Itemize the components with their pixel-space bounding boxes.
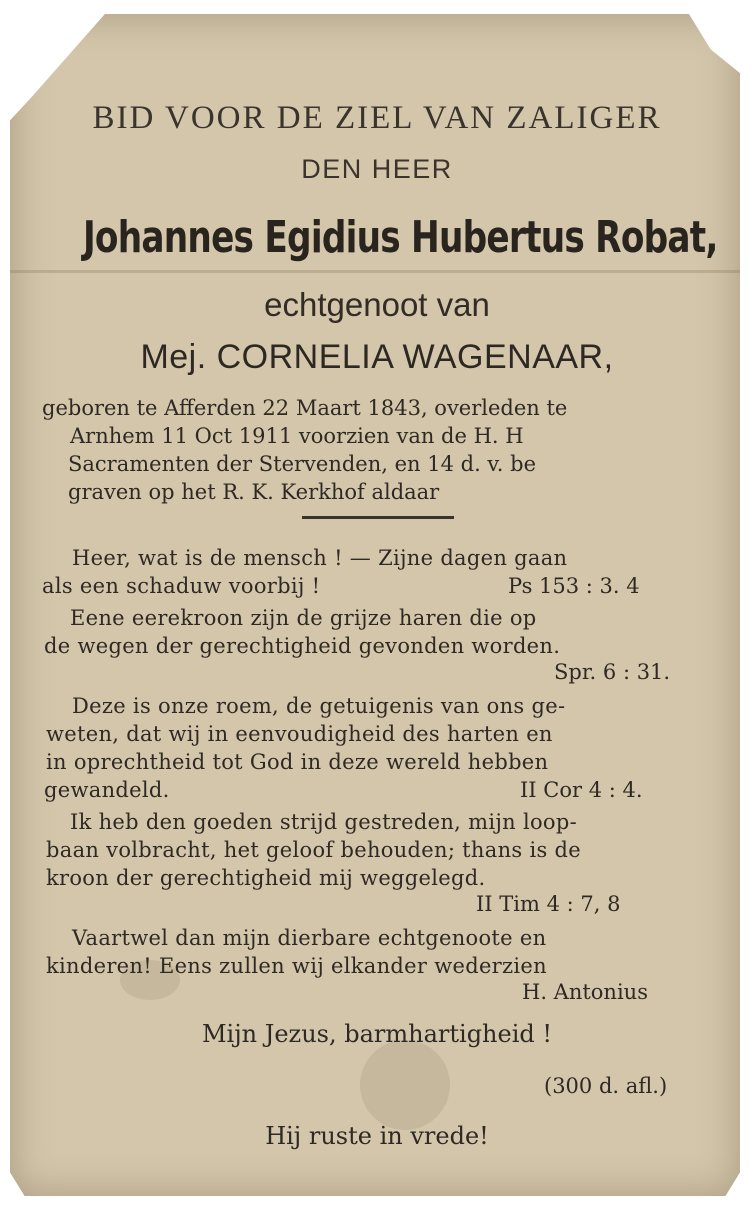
verse-1-line-1: Heer, wat is de mensch ! — Zijne dagen gaan	[72, 546, 568, 570]
verse-2-line-2: de wegen der gerechtigheid gevonden worden.	[44, 634, 561, 658]
indulgence-note: (300 d. afl.)	[544, 1074, 668, 1098]
verse-5-line-2: kinderen! Eens zullen wij elkander wederzien	[46, 954, 547, 978]
verse-2-line-1: Eene eerekroon zijn de grijze haren die op	[70, 606, 537, 630]
prayer-line: Mijn Jezus, barmhartigheid !	[201, 1020, 553, 1048]
verse-5-reference: H. Antonius	[522, 980, 648, 1004]
spouse-intro: echtgenoot van	[264, 286, 490, 323]
verse-4-line-3: kroon der gerechtigheid mij weggelegd.	[46, 866, 486, 890]
heading-line-2: DEN HEER	[301, 154, 453, 184]
bio-line-4: graven op het R. K. Kerkhof aldaar	[68, 480, 440, 504]
verse-4-reference: II Tim 4 : 7, 8	[476, 892, 621, 916]
verse-3-line-2: weten, dat wij in eenvoudigheid des harten en	[46, 722, 553, 746]
spouse-name: Mej. CORNELIA WAGENAAR,	[140, 338, 614, 376]
verse-4-line-1: Ik heb den goeden strijd gestreden, mijn loop-	[70, 810, 578, 834]
verse-1-reference: Ps 153 : 3. 4	[508, 574, 640, 598]
bio-line-2: Arnhem 11 Oct 1911 voorzien van de H. H	[70, 424, 524, 448]
bio-line-1: geboren te Afferden 22 Maart 1843, overleden te	[42, 396, 568, 420]
verse-3-line-4: gewandeld.	[44, 778, 170, 802]
memorial-card	[10, 14, 740, 1196]
verse-1-line-2: als een schaduw voorbij !	[42, 574, 321, 598]
paper-crease	[10, 270, 740, 273]
verse-3-line-3: in oprechtheid tot God in deze wereld hebben	[46, 750, 549, 774]
verse-4-line-2: baan volbracht, het geloof behouden; thans is de	[46, 838, 581, 862]
divider-rule	[302, 516, 454, 519]
heading-line-1: BID VOOR DE ZIEL VAN ZALIGER	[92, 100, 662, 136]
verse-5-line-1: Vaartwel dan mijn dierbare echtgenoote en	[72, 926, 547, 950]
paper-stain	[360, 1040, 450, 1130]
bio-line-3: Sacramenten der Stervenden, en 14 d. v. be	[68, 452, 537, 476]
verse-2-reference: Spr. 6 : 31.	[554, 660, 671, 684]
closing-line: Hij ruste in vrede!	[265, 1122, 489, 1150]
verse-3-reference: II Cor 4 : 4.	[520, 778, 643, 802]
deceased-name: Johannes Egidius Hubertus Robat,	[82, 212, 718, 263]
verse-3-line-1: Deze is onze roem, de getuigenis van ons ge-	[72, 694, 566, 718]
